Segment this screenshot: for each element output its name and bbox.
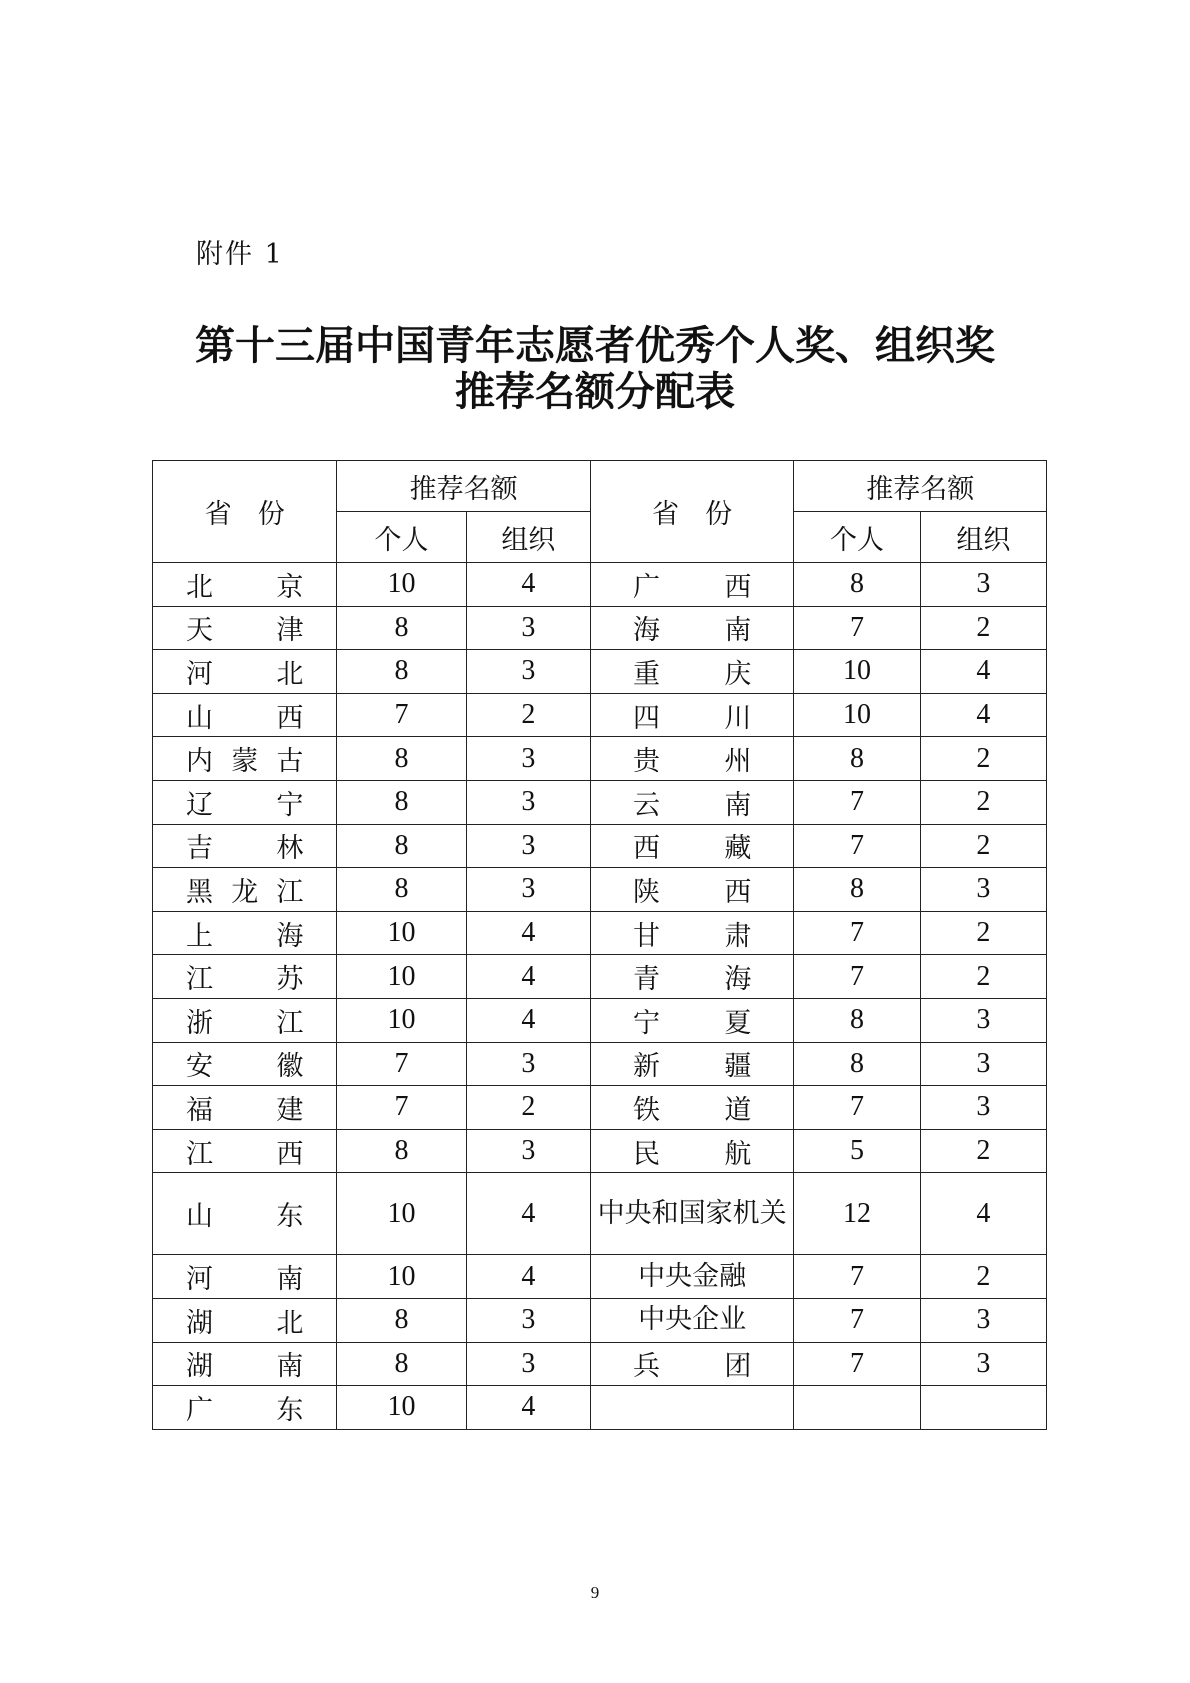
- right-province-cell: [590, 1255, 793, 1299]
- right-individual-cell: 7: [794, 1086, 920, 1130]
- table-row: [153, 1342, 1047, 1386]
- left-organization-cell: 3: [466, 1129, 590, 1173]
- left-organization-cell: 3: [466, 1298, 590, 1342]
- right-province-name: 海 南: [632, 615, 752, 647]
- right-organization-cell: 4: [920, 650, 1046, 694]
- left-province-name: 福 建: [186, 1094, 304, 1126]
- right-province-cell: [590, 737, 793, 781]
- header-province-left: [153, 461, 337, 563]
- left-organization-cell: 3: [466, 606, 590, 650]
- left-province-name: 江 西: [186, 1138, 304, 1170]
- right-organization-cell: 4: [920, 693, 1046, 737]
- left-organization-cell: 4: [466, 998, 590, 1042]
- left-province-cell: [153, 955, 337, 999]
- right-province-cell: [590, 911, 793, 955]
- right-organization-cell: 3: [920, 868, 1046, 912]
- left-organization-cell: 3: [466, 650, 590, 694]
- right-province-name: 贵 州: [632, 746, 752, 778]
- table-row: [153, 911, 1047, 955]
- left-organization-cell: 4: [466, 1173, 590, 1255]
- left-individual-cell: 7: [337, 1042, 466, 1086]
- left-organization-cell: 3: [466, 868, 590, 912]
- right-organization-cell: 3: [920, 1042, 1046, 1086]
- left-organization-cell: 4: [466, 1386, 590, 1430]
- left-individual-cell: 10: [337, 1255, 466, 1299]
- right-province-cell: [590, 955, 793, 999]
- left-organization-cell: 4: [466, 955, 590, 999]
- left-province-cell: [153, 911, 337, 955]
- left-individual-cell: 7: [337, 1086, 466, 1130]
- table-header: [153, 461, 1047, 563]
- right-individual-cell: 7: [794, 1255, 920, 1299]
- header-province-right: [590, 461, 793, 563]
- left-province-name: 江 苏: [186, 964, 304, 996]
- right-organization-cell: 4: [920, 1173, 1046, 1255]
- right-individual-cell: 8: [794, 998, 920, 1042]
- header-province-label: 省份: [652, 499, 759, 530]
- left-province-cell: [153, 650, 337, 694]
- left-organization-cell: 2: [466, 1086, 590, 1130]
- right-province-cell: [590, 780, 793, 824]
- left-organization-cell: 3: [466, 737, 590, 781]
- right-organization-cell: 2: [920, 737, 1046, 781]
- left-individual-cell: 8: [337, 780, 466, 824]
- table-row: [153, 868, 1047, 912]
- quota-allocation-table: [152, 460, 1047, 1430]
- table-row: [153, 1086, 1047, 1130]
- left-individual-cell: 8: [337, 737, 466, 781]
- table-row: [153, 1386, 1047, 1430]
- left-individual-cell: 8: [337, 868, 466, 912]
- right-province-name: 兵 团: [632, 1351, 752, 1383]
- header-quota-right: 推荐名额: [794, 461, 1047, 512]
- left-province-cell: [153, 824, 337, 868]
- left-province-name: 安 徽: [186, 1051, 304, 1083]
- right-province-cell: [590, 868, 793, 912]
- left-individual-cell: 7: [337, 693, 466, 737]
- left-province-name: 河 北: [186, 658, 304, 690]
- right-organization-cell: [920, 1386, 1046, 1430]
- table-row: [153, 1255, 1047, 1299]
- left-province-cell: [153, 998, 337, 1042]
- table-row: [153, 737, 1047, 781]
- right-province-name: 中央企业: [638, 1304, 747, 1336]
- table-row: [153, 606, 1047, 650]
- left-individual-cell: 8: [337, 1342, 466, 1386]
- table-row: [153, 780, 1047, 824]
- left-province-cell: [153, 693, 337, 737]
- right-individual-cell: 7: [794, 955, 920, 999]
- right-province-name: 新 疆: [632, 1051, 752, 1083]
- right-individual-cell: [794, 1386, 920, 1430]
- right-organization-cell: 2: [920, 955, 1046, 999]
- right-province-cell: [590, 824, 793, 868]
- right-province-name: 广 西: [632, 571, 752, 603]
- right-province-cell: [590, 998, 793, 1042]
- left-province-name: 山 东: [186, 1201, 304, 1233]
- table-row: [153, 693, 1047, 737]
- left-province-cell: [153, 1129, 337, 1173]
- left-organization-cell: 3: [466, 780, 590, 824]
- left-individual-cell: 8: [337, 1298, 466, 1342]
- right-province-name: 重 庆: [632, 658, 752, 690]
- title-line-2: 推荐名额分配表: [455, 369, 735, 415]
- left-individual-cell: 10: [337, 1173, 466, 1255]
- header-organization-left: 组织: [466, 512, 590, 563]
- right-province-name: 铁 道: [632, 1094, 752, 1126]
- right-province-name: 西 藏: [632, 833, 752, 865]
- right-province-cell: [590, 563, 793, 607]
- left-province-cell: [153, 1173, 337, 1255]
- right-individual-cell: 8: [794, 563, 920, 607]
- left-province-name: 吉 林: [186, 833, 304, 865]
- left-province-cell: [153, 1342, 337, 1386]
- left-organization-cell: 3: [466, 1342, 590, 1386]
- right-organization-cell: 2: [920, 780, 1046, 824]
- right-organization-cell: 2: [920, 1255, 1046, 1299]
- left-individual-cell: 10: [337, 911, 466, 955]
- right-individual-cell: 8: [794, 868, 920, 912]
- right-province-cell: [590, 1342, 793, 1386]
- table-row: [153, 824, 1047, 868]
- right-organization-cell: 2: [920, 824, 1046, 868]
- left-organization-cell: 3: [466, 1042, 590, 1086]
- right-organization-cell: 2: [920, 1129, 1046, 1173]
- table-row: [153, 650, 1047, 694]
- right-individual-cell: 10: [794, 650, 920, 694]
- right-province-name: 民 航: [632, 1138, 752, 1170]
- right-organization-cell: 3: [920, 1298, 1046, 1342]
- left-province-cell: [153, 1298, 337, 1342]
- left-province-name: 内 蒙 古: [186, 746, 304, 778]
- left-province-cell: [153, 606, 337, 650]
- left-organization-cell: 4: [466, 1255, 590, 1299]
- right-province-cell: [590, 1129, 793, 1173]
- right-province-name: 甘 肃: [632, 920, 752, 952]
- right-province-name: 四 川: [632, 702, 752, 734]
- left-province-name: 上 海: [186, 920, 304, 952]
- title-line-1: 第十三届中国青年志愿者优秀个人奖、组织奖: [195, 323, 995, 369]
- left-individual-cell: 10: [337, 998, 466, 1042]
- left-province-cell: [153, 737, 337, 781]
- right-individual-cell: 7: [794, 606, 920, 650]
- left-province-name: 河 南: [186, 1264, 304, 1296]
- left-organization-cell: 4: [466, 911, 590, 955]
- left-province-cell: [153, 1386, 337, 1430]
- right-individual-cell: 8: [794, 737, 920, 781]
- right-individual-cell: 10: [794, 693, 920, 737]
- left-individual-cell: 8: [337, 650, 466, 694]
- right-province-cell: [590, 1386, 793, 1430]
- header-individual-right: 个人: [794, 512, 920, 563]
- left-individual-cell: 10: [337, 955, 466, 999]
- left-province-cell: [153, 1255, 337, 1299]
- table-row: [153, 563, 1047, 607]
- right-province-name: 中央金融: [638, 1260, 747, 1292]
- right-organization-cell: 2: [920, 911, 1046, 955]
- attachment-label: 附件 1: [196, 239, 284, 270]
- right-province-cell: [590, 1173, 793, 1255]
- right-province-cell: [590, 1086, 793, 1130]
- header-organization-right: 组织: [920, 512, 1046, 563]
- table-row: [153, 1129, 1047, 1173]
- left-province-name: 广 东: [186, 1394, 304, 1426]
- table-body: [153, 563, 1047, 1430]
- right-province-cell: [590, 606, 793, 650]
- left-individual-cell: 10: [337, 563, 466, 607]
- right-individual-cell: 12: [794, 1173, 920, 1255]
- right-organization-cell: 3: [920, 998, 1046, 1042]
- left-organization-cell: 3: [466, 824, 590, 868]
- right-province-name: 青 海: [632, 964, 752, 996]
- right-individual-cell: 7: [794, 1298, 920, 1342]
- right-individual-cell: 7: [794, 911, 920, 955]
- header-quota-left: 推荐名额: [337, 461, 591, 512]
- right-organization-cell: 3: [920, 1086, 1046, 1130]
- left-province-cell: [153, 868, 337, 912]
- left-individual-cell: 8: [337, 1129, 466, 1173]
- left-province-name: 湖 北: [186, 1307, 304, 1339]
- right-province-cell: [590, 1042, 793, 1086]
- right-province-name: 陕 西: [632, 876, 752, 908]
- header-individual-left: 个人: [337, 512, 466, 563]
- right-individual-cell: 7: [794, 780, 920, 824]
- right-province-name: 云 南: [632, 789, 752, 821]
- left-province-name: 天 津: [186, 615, 304, 647]
- right-individual-cell: 7: [794, 824, 920, 868]
- right-province-cell: [590, 650, 793, 694]
- right-province-name: 中央和国家机关: [597, 1197, 787, 1229]
- left-organization-cell: 2: [466, 693, 590, 737]
- table-row: [153, 955, 1047, 999]
- table-row: [153, 998, 1047, 1042]
- left-individual-cell: 10: [337, 1386, 466, 1430]
- right-individual-cell: 7: [794, 1342, 920, 1386]
- right-province-cell: [590, 693, 793, 737]
- right-province-name: 宁 夏: [632, 1007, 752, 1039]
- left-province-name: 北 京: [186, 571, 304, 603]
- left-individual-cell: 8: [337, 824, 466, 868]
- right-individual-cell: 5: [794, 1129, 920, 1173]
- left-province-cell: [153, 1042, 337, 1086]
- left-province-name: 湖 南: [186, 1351, 304, 1383]
- left-province-name: 浙 江: [186, 1007, 304, 1039]
- left-province-cell: [153, 780, 337, 824]
- left-province-cell: [153, 563, 337, 607]
- right-organization-cell: 3: [920, 563, 1046, 607]
- header-province-label: 省份: [204, 499, 311, 530]
- right-organization-cell: 3: [920, 1342, 1046, 1386]
- table-row: [153, 1042, 1047, 1086]
- table-row: [153, 1298, 1047, 1342]
- table-row: [153, 1173, 1047, 1255]
- left-organization-cell: 4: [466, 563, 590, 607]
- left-province-name: 黑 龙 江: [186, 876, 304, 908]
- left-province-name: 辽 宁: [186, 789, 304, 821]
- document-title: [120, 323, 1070, 415]
- right-individual-cell: 8: [794, 1042, 920, 1086]
- right-province-cell: [590, 1298, 793, 1342]
- left-individual-cell: 8: [337, 606, 466, 650]
- right-organization-cell: 2: [920, 606, 1046, 650]
- page-number: 9: [590, 1583, 600, 1602]
- left-province-cell: [153, 1086, 337, 1130]
- left-province-name: 山 西: [186, 702, 304, 734]
